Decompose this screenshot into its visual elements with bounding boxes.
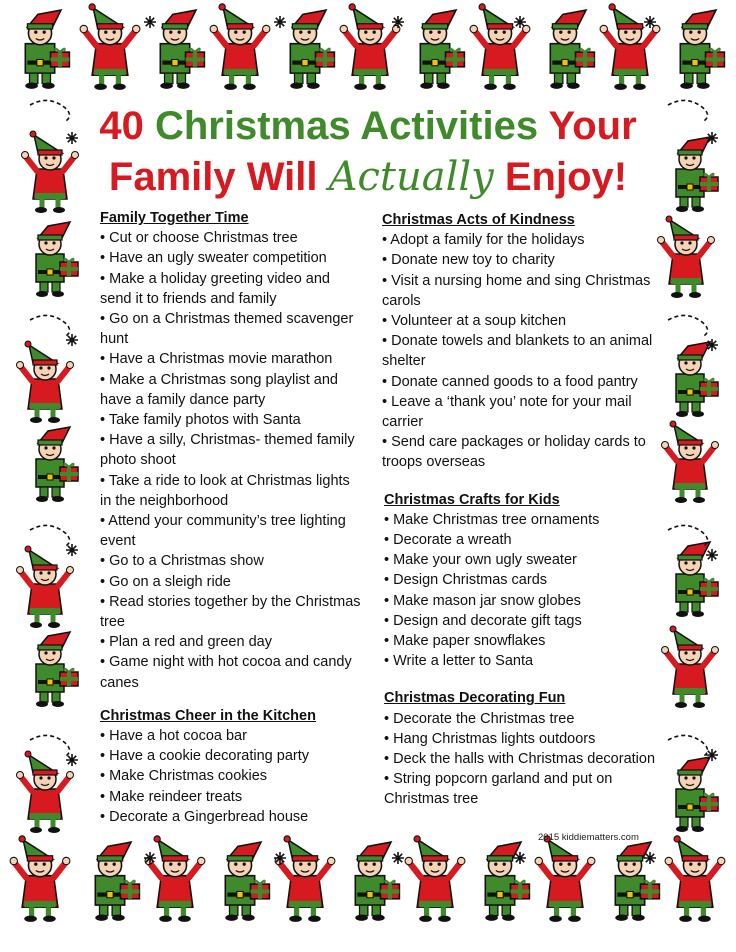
elf-icon	[470, 4, 530, 90]
elf-icon	[658, 216, 715, 298]
section-kitchen	[100, 706, 362, 827]
elf-icon	[25, 10, 69, 89]
list-item: • Take a ride to look at Christmas lights in the neighborhood	[100, 472, 350, 509]
list-item: • Deck the halls with Christmas decoration	[384, 751, 656, 768]
list-item: • Make a holiday greeting video and send it to friends and family	[100, 270, 330, 307]
list-item: • Adopt a family for the holidays	[382, 232, 585, 249]
list-item: • Have a hot cocoa bar	[100, 728, 247, 745]
snowflake-icon	[66, 334, 78, 346]
section-crafts	[382, 490, 664, 672]
elf-icon	[36, 632, 78, 707]
section-heading: Christmas Acts of Kindness	[382, 212, 575, 228]
list-item: • Design Christmas cards	[384, 572, 548, 589]
elf-icon	[36, 427, 78, 502]
title-script: Actually	[328, 154, 494, 200]
page-title-line-2	[0, 154, 736, 200]
page-title-line-1	[0, 104, 736, 149]
elf-icon	[355, 842, 399, 921]
section-decorating	[382, 688, 664, 809]
item-list	[384, 709, 664, 810]
elf-icon	[145, 836, 205, 922]
list-item: • Leave a ‘thank you’ note for your mail carrier	[382, 393, 632, 431]
list-item: • Read stories together by the Christmas tree	[100, 593, 361, 631]
list-item: • Make Christmas cookies	[100, 768, 268, 785]
list-item: • Make your own ugly sweater	[384, 552, 577, 569]
snowflake-icon	[706, 549, 718, 561]
elf-icon	[600, 4, 660, 90]
title-start: Family Will	[108, 155, 318, 199]
section-heading: Christmas Crafts for Kids	[384, 491, 560, 508]
dashed-swirl-icon	[668, 315, 708, 336]
list-item: • Decorate a wreath	[384, 532, 512, 549]
list-item: • Plan a red and green day	[100, 634, 272, 651]
elf-icon	[225, 842, 269, 921]
section-family	[100, 208, 362, 693]
section-heading: Christmas Decorating Fun	[384, 690, 566, 707]
dashed-swirl-icon	[30, 735, 70, 756]
snowflake-icon	[392, 852, 404, 864]
list-item: • Make Christmas tree ornaments	[384, 511, 600, 528]
list-item: • Decorate a Gingerbread house	[100, 808, 309, 825]
list-item: • Donate new toy to charity	[382, 252, 555, 269]
elf-icon	[676, 757, 718, 832]
elf-icon	[676, 342, 718, 417]
credit-text: 2015 kiddiematters.com	[538, 832, 639, 843]
dashed-swirl-icon	[668, 735, 708, 756]
list-item: • Visit a nursing home and sing Christmas carols	[382, 272, 651, 309]
list-item: • Cut or choose Christmas tree	[100, 230, 298, 247]
list-item: • Attend your community’s tree lighting event	[100, 513, 346, 550]
list-item: • Hang Christmas lights outdoors	[384, 730, 596, 747]
list-item: • Have a cookie decorating party	[100, 748, 309, 765]
item-list	[100, 726, 362, 827]
list-item: • Go on a Christmas themed scavenger hunt	[100, 311, 354, 348]
elf-icon	[485, 842, 529, 921]
snowflake-icon	[66, 544, 78, 556]
elf-border-bottom	[10, 836, 725, 922]
list-item: • Make paper snowflakes	[384, 633, 546, 650]
elf-border-left	[17, 100, 79, 833]
list-item: • String popcorn garland and put on Christmas tree	[384, 771, 613, 808]
snowflake-icon	[274, 16, 286, 28]
elf-icon	[95, 842, 139, 921]
elf-icon	[550, 10, 594, 89]
left-column	[100, 208, 362, 840]
list-item: • Make a Christmas song playlist and have a family dance party	[100, 371, 338, 408]
elf-icon	[36, 222, 78, 297]
list-item: • Donate canned goods to a food pantry	[382, 373, 638, 390]
list-item: • Go to a Christmas show	[100, 553, 264, 570]
list-item: • Have a silly, Christmas- themed family photo shoot	[100, 432, 355, 469]
elf-icon	[340, 4, 400, 90]
list-item: • Go on a sleigh ride	[100, 573, 231, 590]
elf-icon	[662, 421, 719, 503]
list-item: • Have an ugly sweater competition	[100, 250, 327, 267]
snowflake-icon	[66, 754, 78, 766]
title-end: Your	[548, 104, 637, 148]
list-item: • Make mason jar snow globes	[384, 592, 581, 609]
title-enjoy: Enjoy!	[504, 155, 628, 199]
elf-icon	[535, 836, 595, 922]
item-list	[384, 510, 664, 672]
elf-icon	[160, 10, 204, 89]
elf-icon	[680, 10, 724, 89]
list-item: • Game night with hot cocoa and candy canes	[100, 654, 352, 691]
list-item: • Send care packages or holiday cards to troops overseas	[382, 434, 646, 471]
item-list	[382, 230, 664, 472]
list-item: • Volunteer at a soup kitchen	[382, 313, 567, 330]
elf-icon	[210, 4, 270, 90]
dashed-swirl-icon	[30, 315, 70, 336]
elf-icon	[662, 626, 719, 708]
elf-icon	[420, 10, 464, 89]
list-item: • Donate towels and blankets to an animal shelter	[382, 333, 653, 370]
snowflake-icon	[144, 16, 156, 28]
title-middle: Christmas Activities	[154, 104, 539, 148]
list-item: • Design and decorate gift tags	[384, 612, 582, 629]
elf-icon	[10, 836, 70, 922]
elf-icon	[17, 341, 74, 423]
dashed-swirl-icon	[30, 525, 70, 546]
list-item: • Write a letter to Santa	[384, 653, 534, 670]
title-number: 40	[99, 104, 144, 148]
item-list	[100, 228, 362, 693]
elf-border-top	[25, 4, 724, 90]
list-item: • Take family photos with Santa	[100, 412, 301, 429]
elf-icon	[17, 546, 74, 628]
right-column	[382, 210, 664, 823]
section-kindness	[382, 210, 664, 473]
list-item: • Decorate the Christmas tree	[384, 710, 575, 727]
snowflake-icon	[706, 339, 718, 351]
elf-border-right	[658, 100, 719, 832]
elf-icon	[17, 751, 74, 833]
elf-icon	[275, 836, 335, 922]
elf-icon	[665, 836, 725, 922]
list-item: • Have a Christmas movie marathon	[100, 351, 333, 368]
elf-icon	[405, 836, 465, 922]
section-heading: Christmas Cheer in the Kitchen	[100, 707, 316, 724]
elf-icon	[290, 10, 334, 89]
elf-icon	[80, 4, 140, 90]
section-heading: Family Together Time	[100, 210, 249, 226]
list-item: • Make reindeer treats	[100, 788, 243, 805]
elf-icon	[615, 842, 659, 921]
